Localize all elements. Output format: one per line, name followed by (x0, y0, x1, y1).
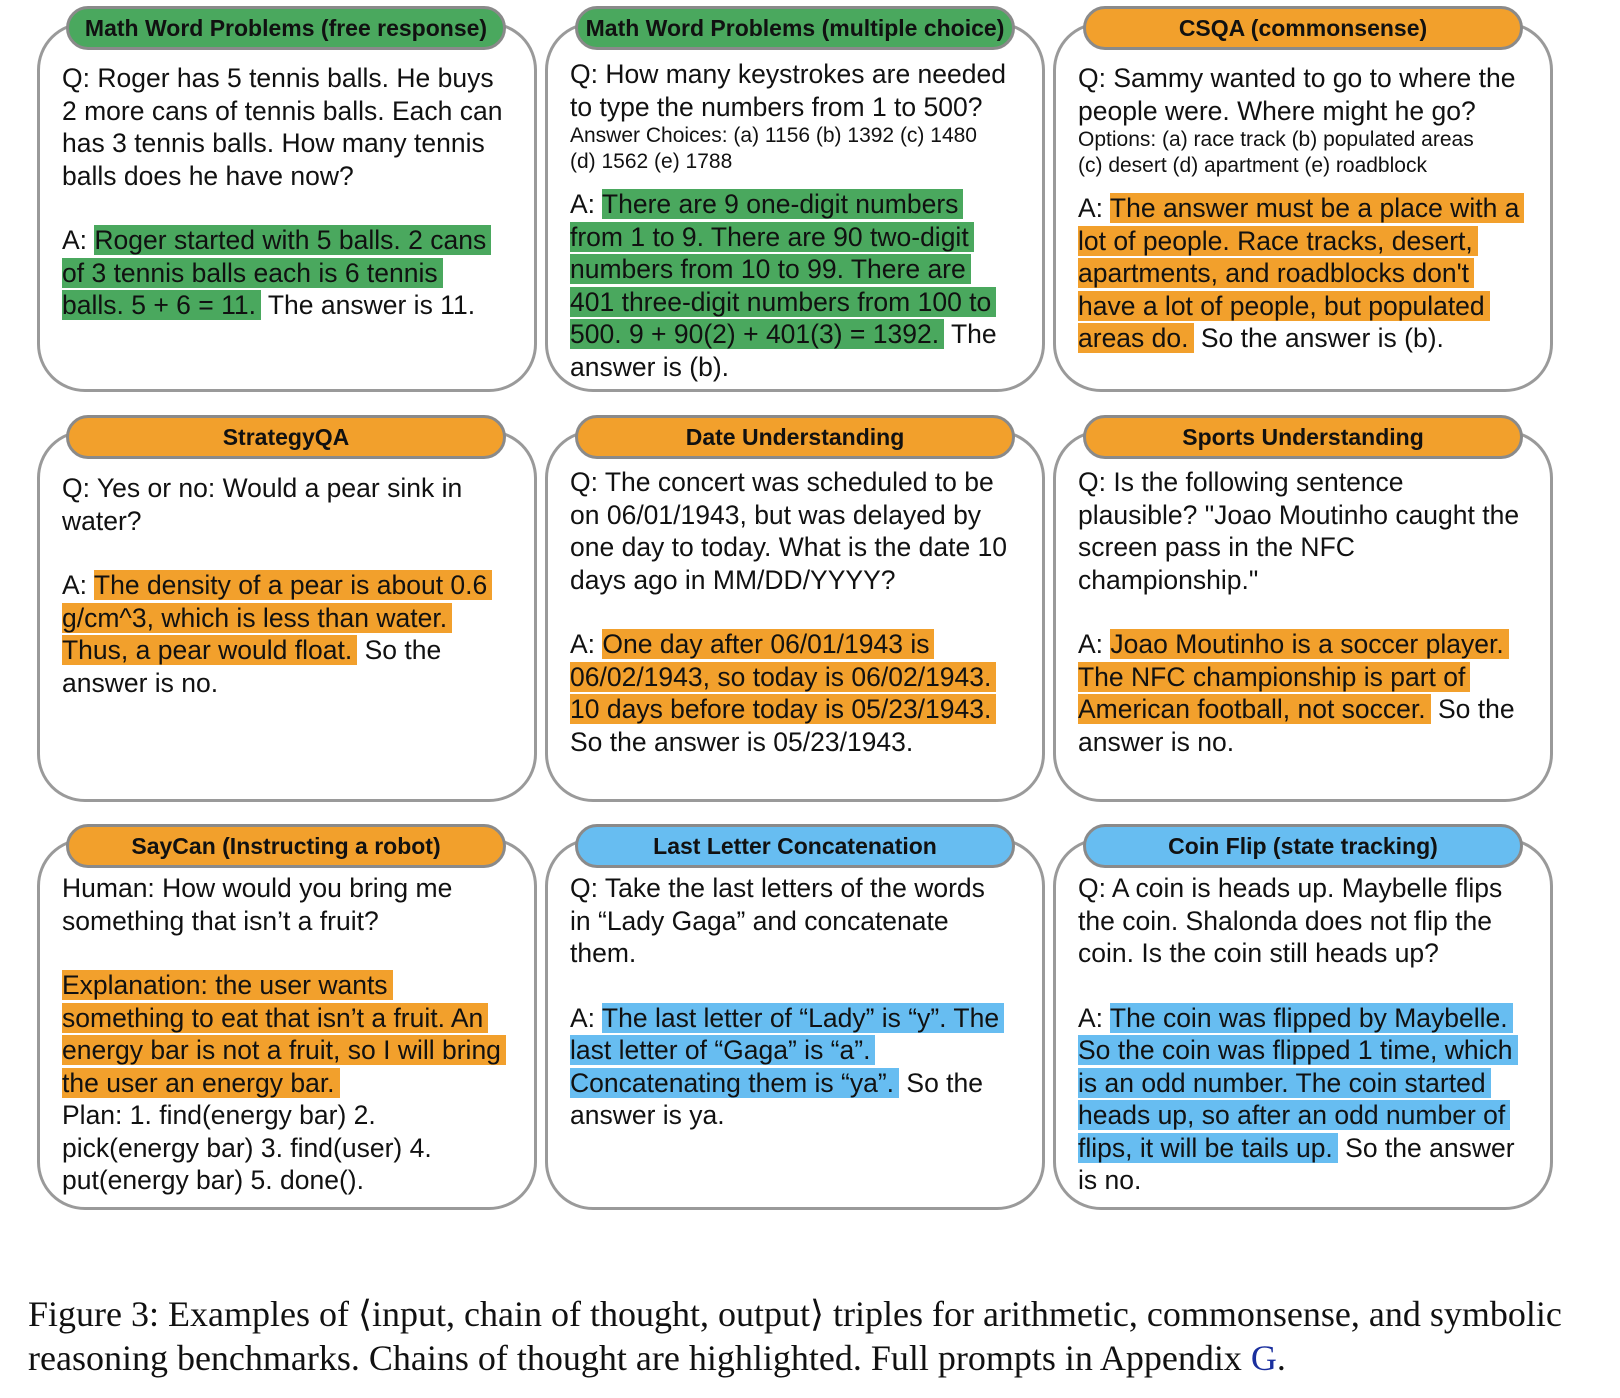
plan-line: put(energy bar) 5. done(). (62, 1165, 364, 1195)
spacer (570, 174, 1006, 188)
answer-line (62, 969, 506, 1002)
answer-suffix: The answer is 11. (260, 290, 476, 320)
chain-of-thought: American football, not soccer. (1078, 694, 1431, 724)
answer-suffix: The (944, 319, 997, 349)
answer-options-line: (d) 1562 (e) 1788 (570, 149, 733, 173)
chain-of-thought: One day after 06/01/1943 is (602, 629, 934, 659)
chain-of-thought: the user an energy bar. (62, 1068, 340, 1098)
chain-of-thought: Roger started with 5 balls. 2 cans (94, 225, 491, 255)
question-line: balls does he have now? (62, 160, 354, 191)
answer-tail: answer is no. (1078, 726, 1235, 757)
question-line: something that isn’t a fruit? (62, 905, 379, 936)
answer-line (1078, 628, 1519, 661)
answer-line (570, 693, 1007, 726)
chain-of-thought: Thus, a pear would float. (62, 635, 357, 665)
question-line: Q: How many keystrokes are needed (570, 59, 1006, 89)
chain-of-thought: Explanation: the user wants (62, 970, 393, 1000)
answer-line (1078, 322, 1524, 355)
question-line: Q: Is the following sentence (1078, 467, 1404, 497)
answer-prefix: A: (570, 189, 602, 219)
question-line: has 3 tennis balls. How many tennis (62, 128, 485, 158)
spacer (570, 970, 1004, 1002)
question-line: the coin. Shalonda does not flip the (1078, 905, 1492, 936)
spacer (1078, 596, 1519, 628)
chain-of-thought: 500. 9 + 90(2) + 401(3) = 1392. (570, 319, 944, 349)
answer-options-line: (c) desert (d) apartment (e) roadblock (1078, 153, 1427, 177)
answer-line (570, 318, 1006, 351)
answer-prefix: A: (62, 225, 95, 255)
answer-options-line: Options: (a) race track (b) populated areas (1078, 128, 1474, 151)
card-title: SayCan (Instructing a robot) (66, 824, 506, 868)
card-title: Sports Understanding (1083, 415, 1523, 459)
card-body (62, 62, 502, 322)
chain-of-thought: balls. 5 + 6 = 11. (62, 290, 261, 320)
answer-prefix: A: (62, 570, 94, 600)
answer-suffix: So the (357, 635, 442, 665)
chain-of-thought: The answer must be a place with a (1110, 193, 1524, 223)
answer-line (570, 661, 1007, 694)
chain-of-thought: of 3 tennis balls each is 6 tennis (62, 258, 443, 288)
chain-of-thought: heads up, so after an odd number of (1078, 1100, 1510, 1130)
answer-line (1078, 1099, 1518, 1132)
chain-of-thought: is an odd number. The coin started (1078, 1068, 1491, 1098)
answer-line (62, 569, 492, 602)
chain-of-thought: apartments, and roadblocks don't (1078, 258, 1474, 288)
answer-line (1078, 1132, 1518, 1165)
answer-options-line: Answer Choices: (a) 1156 (b) 1392 (c) 1480 (570, 124, 977, 147)
card-body (62, 472, 492, 699)
chain-of-thought: So the coin was flipped 1 time, which (1078, 1035, 1518, 1065)
question-line: Q: The concert was scheduled to be (570, 467, 994, 497)
answer-line (1078, 1034, 1518, 1067)
chain-of-thought: 401 three-digit numbers from 100 to (570, 287, 996, 317)
question-line: to type the numbers from 1 to 500? (570, 91, 983, 122)
answer-line (1078, 290, 1524, 323)
card-body (570, 466, 1007, 758)
card-title: CSQA (commonsense) (1083, 6, 1523, 50)
chain-of-thought: something to eat that isn’t a fruit. An (62, 1003, 488, 1033)
answer-prefix: A: (570, 629, 603, 659)
question-line: days ago in MM/DD/YYYY? (570, 564, 896, 595)
answer-line (1078, 257, 1524, 290)
answer-line (570, 1067, 1004, 1100)
answer-suffix: So the answer (1337, 1132, 1515, 1163)
question-line: Q: A coin is heads up. Maybelle flips (1078, 873, 1503, 903)
chain-of-thought: 10 days before today is 05/23/1943. (570, 694, 996, 724)
card-title: Math Word Problems (free response) (66, 6, 506, 50)
question-line: one day to today. What is the date 10 (570, 532, 1008, 562)
chain-of-thought: have a lot of people, but populated (1078, 291, 1490, 321)
answer-line (570, 253, 1006, 286)
question-line: water? (62, 505, 142, 536)
chain-of-thought: There are 9 one-digit numbers (602, 189, 963, 219)
answer-suffix: So the (1430, 694, 1515, 724)
answer-tail: answer is no. (62, 667, 219, 698)
answer-line (570, 188, 1006, 221)
question-line: Human: How would you bring me (62, 873, 453, 903)
caption-end: . (1276, 1338, 1286, 1378)
answer-line (570, 286, 1006, 319)
card-body (570, 58, 1006, 383)
answer-line (570, 1034, 1004, 1067)
answer-suffix: So the answer is (b). (1193, 323, 1444, 353)
card-title: Math Word Problems (multiple choice) (575, 6, 1015, 50)
answer-line (1078, 1067, 1518, 1100)
spacer (62, 537, 492, 569)
answer-line (62, 1034, 506, 1067)
answer-tail: is no. (1078, 1165, 1142, 1195)
answer-line (62, 224, 502, 257)
question-line: them. (570, 938, 637, 968)
answer-line (1078, 661, 1519, 694)
card-body (1078, 872, 1518, 1197)
chain-of-thought: The coin was flipped by Maybelle. (1110, 1003, 1513, 1033)
answer-tail: answer is (b). (570, 351, 730, 382)
answer-prefix: A: (1078, 193, 1110, 223)
question-line: Q: Yes or no: Would a pear sink in (62, 473, 463, 503)
answer-line (1078, 1002, 1518, 1035)
plan-line: Plan: 1. find(energy bar) 2. (62, 1100, 376, 1130)
answer-tail: So the answer is 05/23/1943. (570, 726, 914, 757)
answer-prefix: A: (1078, 629, 1111, 659)
chain-of-thought: flips, it will be tails up. (1078, 1133, 1338, 1163)
chain-of-thought: The last letter of “Lady” is “y”. The (602, 1003, 1004, 1033)
question-line: championship." (1078, 564, 1259, 595)
plan-line: pick(energy bar) 3. find(user) 4. (62, 1132, 432, 1163)
chain-of-thought: lot of people. Race tracks, desert, (1078, 226, 1478, 256)
question-line: in “Lady Gaga” and concatenate (570, 905, 949, 936)
figure-caption (28, 1292, 1608, 1380)
chain-of-thought: areas do. (1078, 323, 1194, 353)
chain-of-thought: Joao Moutinho is a soccer player. (1110, 629, 1508, 659)
chain-of-thought: from 1 to 9. There are 90 two-digit (570, 222, 974, 252)
card-title: StrategyQA (66, 415, 506, 459)
spacer (570, 596, 1007, 628)
answer-line (570, 1002, 1004, 1035)
chain-of-thought: last letter of “Gaga” is “a”. (570, 1035, 875, 1065)
question-line: people were. Where might he go? (1078, 95, 1476, 126)
question-line: 2 more cans of tennis balls. Each can (62, 95, 503, 126)
chain-of-thought: The NFC championship is part of (1078, 662, 1470, 692)
question-line: Q: Roger has 5 tennis balls. He buys (62, 63, 494, 93)
answer-line (570, 221, 1006, 254)
card-body (1078, 62, 1524, 355)
spacer (1078, 970, 1518, 1002)
question-line: on 06/01/1943, but was delayed by (570, 499, 982, 530)
question-line: Q: Sammy wanted to go to where the (1078, 63, 1516, 93)
appendix-link[interactable]: G (1250, 1338, 1277, 1378)
question-line: plausible? "Joao Moutinho caught the (1078, 499, 1520, 530)
answer-prefix: A: (1078, 1002, 1110, 1033)
card-body (62, 872, 506, 1197)
spacer (62, 937, 506, 969)
answer-suffix: So the (899, 1067, 984, 1098)
card-body (570, 872, 1004, 1132)
chain-of-thought: numbers from 10 to 99. There are (570, 254, 971, 284)
chain-of-thought: Concatenating them is “ya”. (570, 1068, 899, 1098)
answer-line (1078, 192, 1524, 225)
question-line: Q: Take the last letters of the words (570, 873, 985, 903)
answer-line (62, 602, 492, 635)
answer-line (62, 257, 502, 290)
answer-line (62, 1067, 506, 1100)
card-body (1078, 466, 1519, 758)
answer-line (1078, 225, 1524, 258)
chain-of-thought: g/cm^3, which is less than water. (62, 603, 452, 633)
answer-prefix: A: (570, 1002, 602, 1033)
card-title: Coin Flip (state tracking) (1083, 824, 1523, 868)
caption-text: Figure 3: Examples of ⟨input, chain of thought, output⟩ triples for arithmetic, commonsense, and symbolic reasoning benchmarks. Chains of thought are highlighted. Full prompts in Appendix (28, 1294, 1562, 1378)
question-line: coin. Is the coin still heads up? (1078, 938, 1439, 968)
spacer (1078, 178, 1524, 192)
answer-line (1078, 693, 1519, 726)
chain-of-thought: The density of a pear is about 0.6 (94, 570, 492, 600)
answer-line (62, 634, 492, 667)
card-title: Last Letter Concatenation (575, 824, 1015, 868)
answer-line (62, 289, 502, 322)
chain-of-thought: 06/02/1943, so today is 06/02/1943. (570, 662, 996, 692)
card-title: Date Understanding (575, 415, 1015, 459)
spacer (62, 192, 502, 224)
answer-line (62, 1002, 506, 1035)
question-line: screen pass in the NFC (1078, 532, 1355, 562)
answer-tail: answer is ya. (570, 1100, 725, 1130)
answer-line (570, 628, 1007, 661)
chain-of-thought: energy bar is not a fruit, so I will bring (62, 1035, 506, 1065)
